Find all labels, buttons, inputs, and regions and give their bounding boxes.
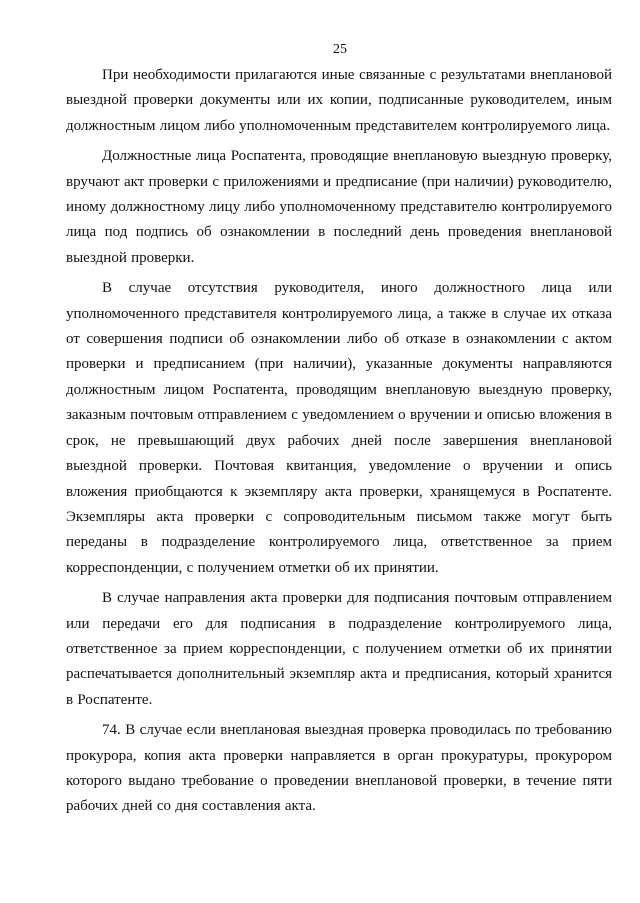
document-body — [66, 63, 612, 825]
paragraph-attachments: При необходимости прилагаются иные связанные с результатами внеплановой выездной проверки документы или их копии, подписанные руководителем, иным должностным лицом либо уполномоченным представителем контролируемого лица. — [66, 67, 612, 134]
paragraph-additional-copy: В случае направления акта проверки для подписания почтовым отправлением или передачи его для подписания в подразделение контролируемого лица, ответственное за прием корреспонденции, с получением отметки об их принятии распечатывается дополнительный экземпляр акта и предписания, который хранится в Роспатенте. — [66, 590, 612, 708]
paragraph-handover: Должностные лица Роспатента, проводящие внеплановую выездную проверку, вручают акт проверки с приложениями и предписание (при наличии) руководителю, иному должностному лицу либо уполномоченному представителю контролируемого лица под подпись об ознакомлении в последний день проведения внеплановой выездной проверки. — [66, 148, 612, 266]
page-number: 25 — [333, 42, 347, 57]
paragraph-item-74: 74. В случае если внеплановая выездная проверка проводилась по требованию прокурора, копия акта проверки направляется в орган прокуратуры, прокурором которого выдано требование о проведении внеплановой проверки, в течение пяти рабочих дней со дня составления акта. — [66, 722, 612, 815]
paragraph-absence-or-refusal: В случае отсутствия руководителя, иного должностного лица или уполномоченного представителя контролируемого лица, а также в случае их отказа от совершения подписи об ознакомлении либо об отказе в ознакомлении с актом проверки и предписанием (при наличии), указанные документы направляются должностным лицом Роспатента, проводящим внеплановую выездную проверку, заказным почтовым отправлением с уведомлением о вручении и описью вложения в срок, не превышающий двух рабочих дней после завершения внеплановой выездной проверки. Почтовая квитанция, уведомление о вручении и опись вложения приобщаются к экземпляру акта проверки, хранящемуся в Роспатенте. Экземпляры акта проверки с сопроводительным письмом также могут быть переданы в подразделение контролируемого лица, ответственное за прием корреспонденции, с получением отметки об их принятии. — [66, 280, 612, 576]
